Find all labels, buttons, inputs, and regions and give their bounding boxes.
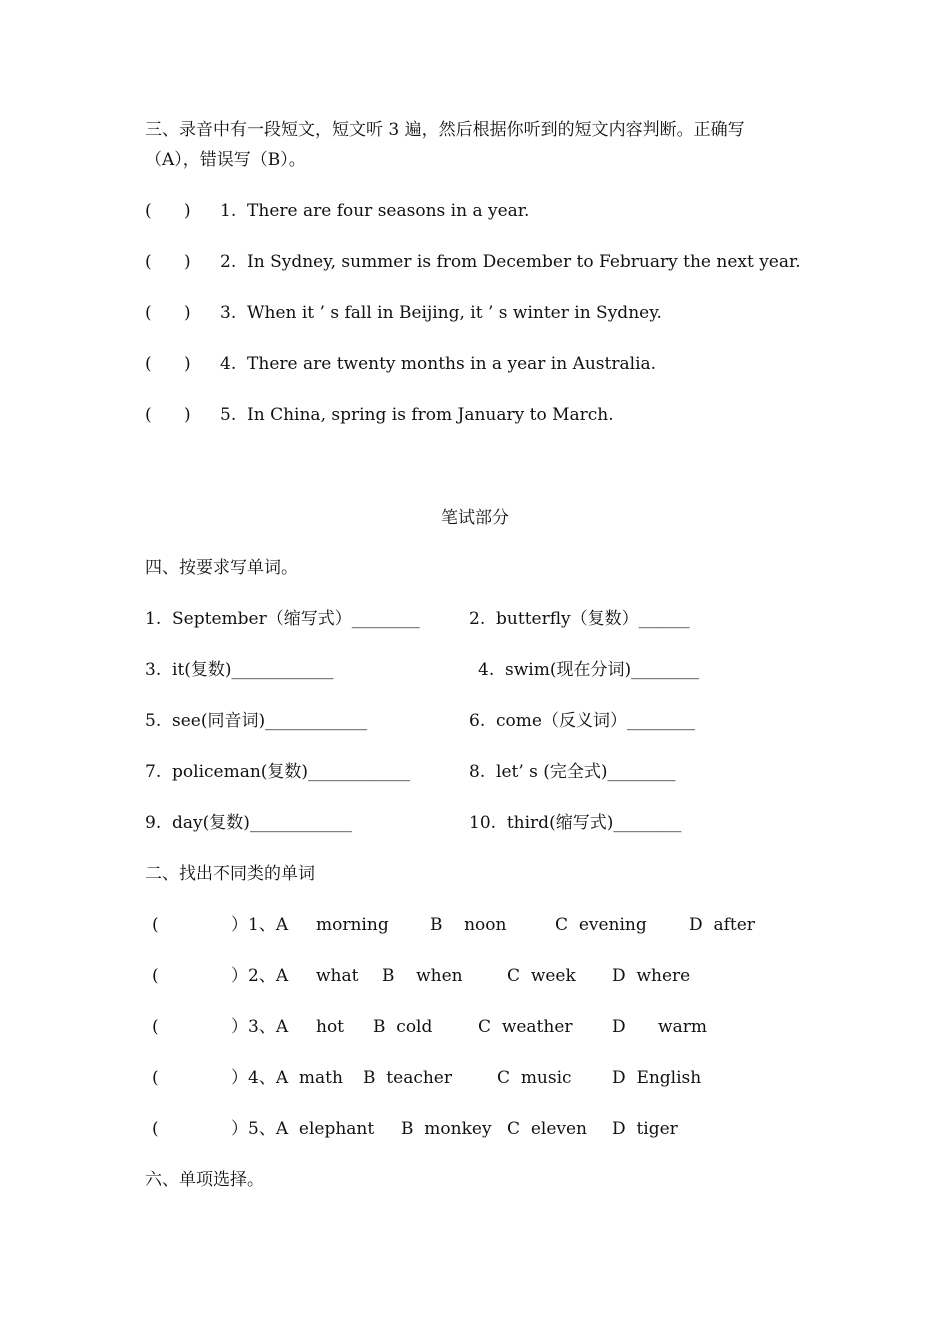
statement-text: 3. When it ’ s fall in Beijing, it ’ s winter in Sydney. (220, 303, 662, 323)
question-number: ）4、A math (231, 1068, 343, 1088)
word-task-item: 9. day(复数)____________ (145, 813, 352, 833)
statement-text: 2. In Sydney, summer is from December to February the next year. (220, 252, 801, 272)
option-b: B cold (373, 1017, 433, 1037)
statement-text: 4. There are twenty months in a year in Australia. (220, 354, 657, 374)
word-task-item: 1. September（缩写式）________ (145, 609, 420, 629)
answer-blank: ( ) (145, 201, 191, 221)
option-c: C week (507, 966, 576, 986)
answer-blank: ( ) (145, 354, 191, 374)
question-number: ）2、A (231, 966, 289, 986)
answer-blank-open: ( (152, 1068, 159, 1088)
word-task-item: 4. swim(现在分词)________ (478, 660, 700, 680)
option-d: D tiger (612, 1119, 678, 1139)
answer-blank-open: ( (152, 1119, 159, 1139)
answer-blank-open: ( (152, 1017, 159, 1037)
section4-title: 四、按要求写单词。 (145, 558, 298, 578)
section6-title: 六、单项选择。 (145, 1170, 264, 1190)
answer-blank: ( ) (145, 303, 191, 323)
option-c: C eleven (507, 1119, 587, 1139)
word-task-item: 7. policeman(复数)____________ (145, 762, 411, 782)
option-c: C music (497, 1068, 572, 1088)
statement-text: 1. There are four seasons in a year. (220, 201, 530, 221)
answer-blank: ( ) (145, 252, 191, 272)
answer-blank: ( ) (145, 405, 191, 425)
section3-instruction-line1: 三、录音中有一段短文，短文听 3 遍，然后根据你听到的短文内容判断。正确写 (145, 120, 745, 140)
question-number: ）5、A elephant (231, 1119, 375, 1139)
option-c: C weather (478, 1017, 573, 1037)
word-task-item: 5. see(同音词)____________ (145, 711, 368, 731)
option-a: hot (316, 1017, 345, 1037)
option-b: B teacher (363, 1068, 452, 1088)
option-a: what (316, 966, 359, 986)
option-d: D where (612, 966, 691, 986)
option-a: morning (316, 915, 389, 935)
option-d: D warm (612, 1017, 707, 1037)
word-task-item: 8. let’ s (完全式)________ (469, 762, 676, 782)
section3-instruction-line2: （A），错误写（B）。 (145, 150, 306, 170)
option-c: C evening (555, 915, 647, 935)
written-part-title: 笔试部分 (441, 508, 509, 528)
question-number: ）1、A (231, 915, 289, 935)
word-task-item: 3. it(复数)____________ (145, 660, 334, 680)
word-task-item: 6. come（反义词）________ (469, 711, 695, 731)
statement-text: 5. In China, spring is from January to March. (220, 405, 614, 425)
question-number: ）3、A (231, 1017, 289, 1037)
answer-blank-open: ( (152, 966, 159, 986)
option-d: D English (612, 1068, 702, 1088)
option-b: B noon (430, 915, 507, 935)
section2-title: 二、找出不同类的单词 (145, 864, 315, 884)
option-b: B when (382, 966, 463, 986)
word-task-item: 10. third(缩写式)________ (469, 813, 682, 833)
option-b: B monkey (401, 1119, 492, 1139)
answer-blank-open: ( (152, 915, 159, 935)
word-task-item: 2. butterfly（复数）______ (469, 609, 690, 629)
option-d: D after (689, 915, 755, 935)
